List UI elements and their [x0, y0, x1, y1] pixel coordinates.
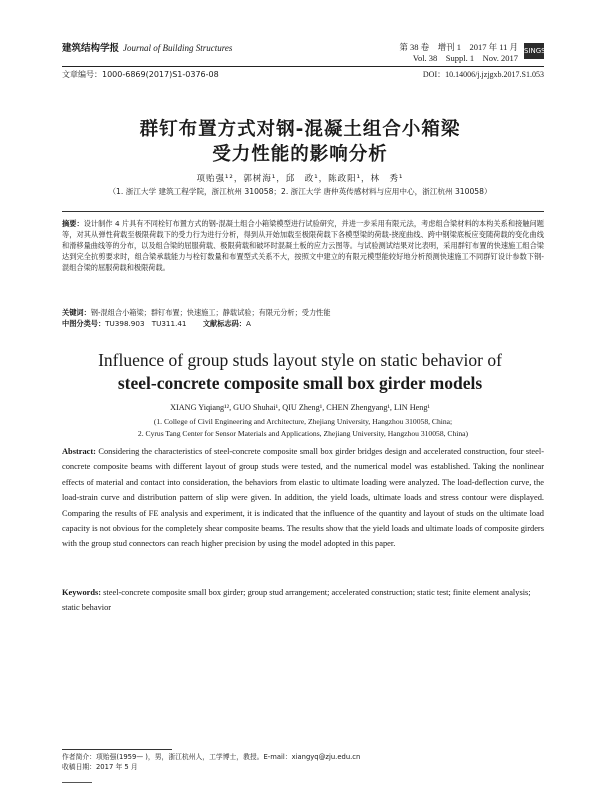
doi: DOI：10.14006/j.jzjgxb.2017.S1.053 — [422, 70, 544, 79]
en-keywords — [62, 585, 544, 616]
en-abstract-label: Abstract: — [62, 447, 96, 456]
cn-authors: 项贻强¹²，郭树海¹，邱 政¹，陈政阳¹，林 秀¹ — [196, 174, 404, 184]
cn-title-line2: 受力性能的影响分析 — [212, 144, 388, 165]
volume-en: Vol. 38 Suppl. 1 Nov. 2017 — [412, 53, 518, 63]
received-date: 收稿日期：2017 年 5 月 — [62, 763, 138, 771]
en-keywords-label: Keywords: — [62, 588, 102, 597]
footnote-rule — [62, 749, 172, 750]
journal-header — [62, 42, 544, 82]
journal-logo: SINGS — [524, 43, 544, 59]
author-bio: 作者简介：项贻强(1959— )，男，浙江杭州人，工学博士，教授。E-mail：xiangyq@zju.edu.cn — [62, 753, 361, 761]
cn-classification — [62, 318, 544, 329]
clc-label: 中图分类号： — [62, 319, 106, 328]
journal-name-cn: 建筑结构学报 — [62, 43, 120, 54]
article-number: 文章编号：1000-6869(2017)S1-0376-08 — [62, 70, 219, 79]
section-rule — [62, 211, 544, 212]
en-title-line2: steel-concrete composite small box girder models — [117, 373, 483, 393]
en-affiliation-2: 2. Cyrus Tang Center for Sensor Materials and Applications, Zhejiang University, Hangzhou 310058, China) — [137, 429, 469, 438]
page-number-mark — [62, 782, 92, 786]
header-rule — [62, 66, 544, 67]
cn-abstract-text: 设计制作 4 片具有不同栓钉布置方式的钢-混凝土组合小箱梁模型进行试验研究，并进一步采用有限元法，考虑组合梁材料的本构关系和接触问题等，对其从弹性荷载至极限荷载下的受力行为进行分析，得到从开始加载至极限荷载下各模型梁的荷载-挠度曲线、跨中钢梁底板应变随荷载的变化曲线和滑移量曲线等的分布，以及组合梁的屈服荷载、极限荷载和破坏时混凝土板的应力云图等。与试验测试结果对比表明，采用群钉布置的快速施工组合梁达到完全抗剪要求时，组合梁承载能力与栓钉数量和布置型式关系不大，按照文中建立的有限元模型能较好地分析预测快速施工不同群钉设计参数下钢-混组合梁的屈服荷载和极限荷载。 — [62, 219, 544, 272]
doc-code-value: A — [245, 319, 251, 328]
en-affiliation-1: (1. College of Civil Engineering and Architecture, Zhejiang University, Hangzhou 310058, China; — [153, 417, 453, 426]
cn-affiliation: （1. 浙江大学 建筑工程学院，浙江杭州 310058；2. 浙江大学 唐仲英传感材料与应用中心，浙江杭州 310058） — [108, 187, 492, 196]
en-keywords-text: steel-concrete composite small box girder; group stud arrangement; accelerated construction; static test; finite element analysis; static behavior — [62, 588, 531, 613]
en-abstract-text: Considering the characteristics of steel-concrete composite small box girder bridges design and accelerated construction, four steel-concrete composite beams with different layout of group studs were tested, and the numerical model was established. Taking the nonlinear effects of material and contact into consideration, the behaviors from elastic to ultimate loading were analyzed. The load-deflection curve, the load-strain curve and distribution pattern of slip were given. In addition, the yield loads, ultimate loads and stress contour were displayed. Comparing the results of FE analysis and experiment, it is indicated that the influence of the quantity and layout of studs on the ultimate load capacity is not obvious for the completely shear composite beams. The results show that the yield loads and ultimate loads of composite girders with the group stud connectors can reach higher precision by using the model adopted in this paper. — [62, 447, 544, 549]
cn-keywords — [62, 307, 544, 318]
volume-cn: 第 38 卷 增刊 1 2017 年 11 月 — [399, 42, 518, 52]
journal-name-en: Journal of Building Structures — [123, 43, 233, 53]
en-authors: XIANG Yiqiang¹², GUO Shuhai¹, QIU Zheng¹, CHEN Zhengyang¹, LIN Heng¹ — [170, 403, 430, 412]
journal-name — [62, 42, 232, 55]
volume-info — [399, 42, 518, 64]
doc-code-label: 文献标志码： — [202, 319, 246, 328]
cn-keywords-label: 关键词： — [62, 308, 91, 317]
en-title-line1: Influence of group studs layout style on static behavior of — [98, 350, 502, 370]
cn-abstract — [62, 218, 544, 273]
cn-abstract-label: 摘要： — [62, 219, 84, 228]
cn-title-line1: 群钉布置方式对钢-混凝土组合小箱梁 — [139, 119, 461, 140]
cn-keywords-text: 钢-混组合小箱梁；群钉布置；快速施工；静载试验；有限元分析；受力性能 — [90, 308, 331, 317]
en-abstract — [62, 444, 544, 552]
clc-value: TU398.903 TU311.41 — [105, 319, 187, 328]
